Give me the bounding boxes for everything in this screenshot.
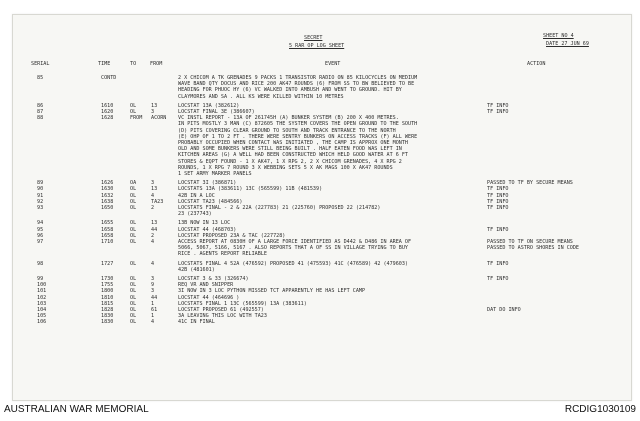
entry-event-line: ROUNDS, 1 X RPG 7 ROUND 3 X WEBBING SETS 5 X AK MAGS 100 X AK47 ROUNDS xyxy=(178,164,393,171)
entry-to: OL xyxy=(130,205,137,211)
entry-event-line: HEADING FOR PHUOC HY (6) VC WALKED INTO AMBUSH AND WENT TO GROUND. HIT BY xyxy=(178,87,402,94)
entry-event-line: 42B IN A LOC xyxy=(178,192,215,199)
entry-serial: 106 xyxy=(37,319,47,326)
entry-action: TF INFO xyxy=(487,205,509,211)
entry-from: 4 xyxy=(151,260,155,267)
entry-serial: 100 xyxy=(37,282,47,289)
entry-time: 1800 xyxy=(101,288,114,295)
entry-from: TA23 xyxy=(151,198,164,205)
entry-from: 3 xyxy=(151,109,155,115)
entry-serial: 99 xyxy=(37,276,44,282)
entry-from: ACORN xyxy=(151,115,167,122)
entry-from: 3 xyxy=(151,276,155,282)
column-header-event: EVENT xyxy=(325,61,341,67)
entry-to: OL xyxy=(130,313,137,320)
entry-to: OA xyxy=(130,180,137,187)
entry-from: 4 xyxy=(151,319,155,326)
entry-time: 1630 xyxy=(101,186,114,193)
entry-action: TF INFO xyxy=(487,226,509,233)
entry-action: TF INFO xyxy=(487,102,509,109)
entry-time: 1655 xyxy=(101,220,114,227)
entry-time: 1727 xyxy=(101,260,114,267)
entry-event-line: 23 (237743) xyxy=(178,211,212,218)
entry-time: 1755 xyxy=(101,282,114,289)
entry-from: 13 xyxy=(151,102,158,109)
entry-serial: 104 xyxy=(37,307,47,313)
entry-serial: 89 xyxy=(37,180,44,187)
entry-time: 1626 xyxy=(101,180,114,187)
entry-serial: 101 xyxy=(37,288,47,295)
entry-time: CONTD xyxy=(101,75,117,81)
entry-event-line: 41C IN FINAL xyxy=(178,319,215,326)
entry-action: TF INFO xyxy=(487,276,509,282)
column-header-to: TO xyxy=(130,61,137,67)
entry-serial: 92 xyxy=(37,198,44,205)
entry-time: 1632 xyxy=(101,192,114,199)
entry-to: OL xyxy=(130,282,137,289)
entry-serial: 86 xyxy=(37,102,44,109)
entry-serial: 103 xyxy=(37,300,47,307)
sheet-date: DATE 27 JUN 69 xyxy=(546,41,589,47)
entry-event-line: IN PITS MOSTLY 3 MAN (C) 872605 THE SYSTEM COVERS THE OPEN GROUND TO THE SOUTH xyxy=(178,121,418,128)
column-header-serial: SERIAL xyxy=(31,61,50,67)
entry-to: OL xyxy=(130,220,137,227)
entry-event-line: 42B (481601) xyxy=(178,266,215,273)
entry-event-line: (E) OHP OF 1 TO 2 FT . THERE WERE SENTRY BUNKERS ON ACCESS TRACKS (F) ALL WERE xyxy=(178,133,418,140)
entry-event-line: KITCHEN AREAS (G) A WELL HAD BEEN CONSTRUCTED WHICH HELD GOOD WATER AT 6 FT xyxy=(178,152,409,159)
entry-serial: 88 xyxy=(37,115,44,122)
entry-from: 1 xyxy=(151,300,155,307)
entry-to: OL xyxy=(130,307,137,313)
entry-from: 13 xyxy=(151,220,158,227)
log-sheet-page xyxy=(12,14,632,401)
entry-event-line: ACCESS REPORT AT 0830H OF A LARGE FORCE IDENTIFIED AS D442 & D486 IN AREA OF xyxy=(178,239,412,245)
entry-from: 2 xyxy=(151,205,155,211)
entry-serial: 87 xyxy=(37,109,44,115)
entry-from: 3 xyxy=(151,180,155,187)
entry-serial: 85 xyxy=(37,75,44,81)
entry-action: TF INFO xyxy=(487,192,509,199)
entry-to: OL xyxy=(130,319,137,326)
entry-serial: 91 xyxy=(37,192,44,199)
entry-time: 1730 xyxy=(101,276,114,282)
entry-event-line: VC INSTL REPORT - 13A OF 261745H (A) BUNKER SYSTEM (B) 200 X 400 METRES. xyxy=(178,115,399,122)
entry-from: 4 xyxy=(151,192,155,199)
entry-serial: 96 xyxy=(37,232,44,239)
entry-to: OL xyxy=(130,300,137,307)
footer-record-id: RCDIG1030109 xyxy=(564,404,636,415)
entry-from: 61 xyxy=(151,307,158,313)
entry-from: 13 xyxy=(151,186,158,193)
entry-to: OL xyxy=(130,232,137,239)
entry-event-line: (D) PITS COVERING CLEAR GROUND TO SOUTH AND TRACK ENTRANCE TO THE NORTH xyxy=(178,127,396,134)
entry-action: PASSED TO TF ON SECURE MEANS xyxy=(487,239,573,245)
entry-event-line: LOCSTAT PROPOSED 23A & TAC (227728) xyxy=(178,232,286,239)
entry-time: 1710 xyxy=(101,239,114,245)
entry-event-line: 2 X CHICOM A TK GRENADES 9 PACKS 1 TRANSISTOR RADIO ON 85 KILOCYCLES ON MEDIUM xyxy=(178,75,418,81)
entry-to: FROM xyxy=(130,115,143,122)
entry-action: DAT DO INFO xyxy=(487,307,521,313)
entry-from: 44 xyxy=(151,226,158,233)
column-header-time: TIME xyxy=(98,61,111,67)
entry-serial: 93 xyxy=(37,205,44,211)
entry-action: TF INFO xyxy=(487,109,509,115)
entry-event-line: RICE . AGENTS REPORT RELIABLE xyxy=(178,251,267,258)
entry-event-line: LOCSTATS 13A (383611) 13C (565599) 11B (481539) xyxy=(178,186,323,193)
entry-event-line: 13B NOW IN 13 LOC xyxy=(178,220,231,227)
entry-to: OL xyxy=(130,226,137,233)
entry-serial: 94 xyxy=(37,220,44,227)
entry-to: OL xyxy=(130,260,137,267)
entry-event-line: WAVE BAND QTY DOCUS AND RICE 200 AK47 ROUNDS (6) FROM SS TO BW BELIEVED TO BE xyxy=(178,81,415,88)
column-header-action: ACTION xyxy=(527,61,546,67)
entry-event-line: LOCSTAT 13A (382612) xyxy=(178,102,240,109)
entry-from: 44 xyxy=(151,294,158,301)
entry-event-line: LOCSTAT PROPOSED 61 (492557) xyxy=(178,307,264,313)
entry-time: 1658 xyxy=(101,232,114,239)
entry-event-line: STORES & EQPT FOUND - 1 X AK47, 1 X RPG 2, 2 X CHICOM GRENADES, 4 X RPG 2 xyxy=(178,158,402,165)
entry-from: 3 xyxy=(151,288,155,295)
entry-to: OL xyxy=(130,198,137,205)
entry-serial: 105 xyxy=(37,313,47,320)
entry-event-line: LOCSTAT 44 (468703) xyxy=(178,226,237,233)
entry-from: 9 xyxy=(151,282,155,289)
entry-time: 1628 xyxy=(101,115,114,122)
entry-event-line: LOCSTATS FINAL 1 13C (565599) 13A (383611) xyxy=(178,300,307,307)
classification-heading: SECRET xyxy=(304,35,323,41)
column-header-from: FROM xyxy=(150,61,163,67)
entry-time: 1828 xyxy=(101,307,114,313)
entry-action: TF INFO xyxy=(487,198,509,205)
entry-time: 1815 xyxy=(101,300,114,307)
entry-to: OL xyxy=(130,239,137,245)
entry-event-line: 5066, 5067, 5166, 5167 . ALSO REPORTS THAT A OF SS IN VILLAGE TRYING TO BUY xyxy=(178,245,409,252)
entry-time: 1810 xyxy=(101,294,114,301)
entry-event-line: 1 SET ARMY MARKER PANELS xyxy=(178,171,252,177)
entry-serial: 102 xyxy=(37,294,47,301)
entry-serial: 90 xyxy=(37,186,44,193)
entry-event-line: 3I NOW IN 3 LOC PYTHON MISSED TCT APPARENTLY HE HAS LEFT CAMP xyxy=(178,288,366,295)
entry-to: OL xyxy=(130,276,137,282)
entry-time: 1830 xyxy=(101,319,114,326)
entry-event-line: REQ VR AND SNIPPER xyxy=(178,282,234,289)
entry-time: 1830 xyxy=(101,313,114,320)
entry-event-line: CLAYMORES AND SA . ALL KS WERE KILLED WITHIN 10 METRES xyxy=(178,93,344,100)
entry-action: TF INFO xyxy=(487,260,509,267)
entry-action: PASSED TO TF BY SECURE MEANS xyxy=(487,180,573,187)
entry-action: TF INFO xyxy=(487,186,509,193)
entry-serial: 97 xyxy=(37,239,44,245)
entry-action: PASSED TO ASTRO SHORES IN CODE xyxy=(487,245,580,252)
entry-to: OL xyxy=(130,102,137,109)
entry-from: 2 xyxy=(151,232,155,239)
footer-archive-name: AUSTRALIAN WAR MEMORIAL xyxy=(4,404,149,415)
sheet-number: SHEET NO 4 xyxy=(543,33,574,39)
entry-serial: 95 xyxy=(37,226,44,233)
entry-from: 4 xyxy=(151,239,155,245)
entry-event-line: LOCSTATS FINAL 4 52A (476592) PROPOSED 41 (475593) 41C (476589) 42 (479603) xyxy=(178,260,409,267)
entry-event-line: PROBABLY OCCUPIED WHEN CONTACT WAS INITIATED , THE CAMP IS APPROX ONE MONTH xyxy=(178,140,409,146)
log-sheet-title: 5 RAR OP LOG SHEET xyxy=(289,43,345,49)
entry-event-line: LOCSTAT FINAL 3E (386607) xyxy=(178,109,255,115)
entry-event-line: LOCSTAT 3 & 33 (326674) xyxy=(178,276,249,282)
entry-to: OL xyxy=(130,288,137,295)
entry-to: OL xyxy=(130,186,137,193)
entry-time: 1638 xyxy=(101,198,114,205)
entry-time: 1620 xyxy=(101,109,114,115)
entry-time: 1650 xyxy=(101,205,114,211)
entry-event-line: LOCSTAT TA23 (484566) xyxy=(178,198,243,205)
entry-event-line: OLD AND SOME BUNKERS WERE STILL BEING BUILT . HALF EATEN FOOD WAS LEFT IN xyxy=(178,146,402,153)
entry-event-line: LOCSTAT 3I (386871) xyxy=(178,180,237,187)
entry-event-line: LOCSTATS FINAL - 2 & 22A (227783) 21 (225760) PROPOSED 22 (214782) xyxy=(178,205,381,211)
entry-to: OL xyxy=(130,294,137,301)
entry-serial: 98 xyxy=(37,260,44,267)
entry-time: 1658 xyxy=(101,226,114,233)
entry-event-line: 3A LEAVING THIS LOC WITH TA23 xyxy=(178,313,267,320)
entry-from: 1 xyxy=(151,313,155,320)
entry-to: OL xyxy=(130,192,137,199)
entry-to: OL xyxy=(130,109,137,115)
entry-time: 1610 xyxy=(101,102,114,109)
entry-event-line: LOCSTAT 44 (464696 ) xyxy=(178,294,240,301)
